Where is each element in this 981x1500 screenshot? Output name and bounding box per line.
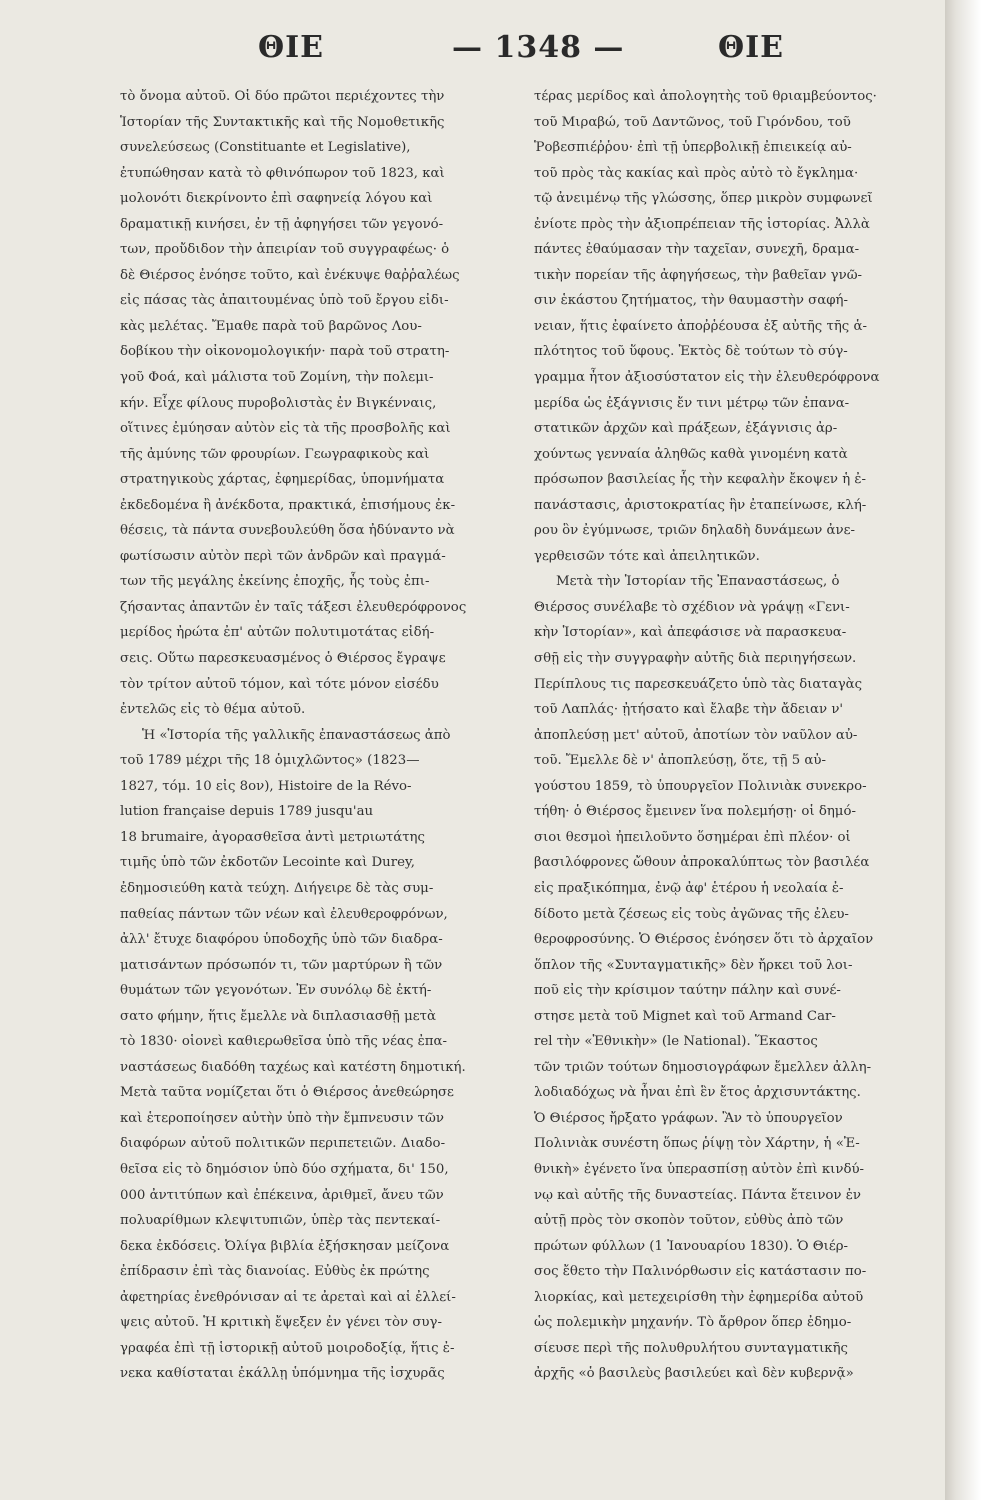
text-line: rel τὴν «Ἐθνικὴν» (le National). Ἕκαστος — [534, 1034, 818, 1050]
text-line: ψεις αὐτοῦ. Ἡ κριτικὴ ἔψεξεν ἐν γένει τὸν συγ- — [120, 1315, 442, 1331]
text-line: δεκα ἐκδόσεις. Ὀλίγα βιβλία ἐξήσκησαν μείζονα — [120, 1238, 450, 1254]
text-line: νῳ καὶ αὐτῆς τῆς δυναστείας. Πάντα ἔτεινον ἐν — [534, 1187, 861, 1203]
left-text-column — [120, 84, 522, 1387]
text-line: πρώτων φύλλων (1 Ἰανουαρίου 1830). Ὁ Θιέρ- — [534, 1238, 849, 1254]
text-line: ἐκδεδομένα ἢ ἀνέκδοτα, πρακτικά, ἐπισήμους ἐκ- — [120, 497, 456, 513]
text-line: Ἡ «Ἱστορία τῆς γαλλικῆς ἐπαναστάσεως ἀπὸ — [142, 727, 451, 743]
text-line: Ἱστορίαν τῆς Συντακτικῆς καὶ τῆς Νομοθετικῆς — [120, 114, 445, 130]
text-line: λοδιαδόχως νὰ ἦναι ἐπὶ ἓν ἔτος ἀρχισυντάκτης. — [534, 1085, 861, 1101]
text-line: 000 ἀντιτύπων καὶ ἐπέκεινα, ἀριθμεῖ, ἄνευ τῶν — [120, 1187, 444, 1203]
text-line: ὡς πολεμικὴν μηχανήν. Τὸ ἄρθρον ὅπερ ἐδημο- — [534, 1315, 852, 1331]
text-line: Ὁ Θιέρσος ἤρξατο γράφων. Ἂν τὸ ὑπουργεῖον — [534, 1110, 843, 1126]
text-line: σθῇ εἰς τὴν συγγραφὴν αὐτῆς διὰ περιηγήσεων. — [534, 651, 857, 667]
text-line: των τῆς μεγάλης ἐκείνης ἐποχῆς, ἧς τοὺς ἐπι- — [120, 574, 430, 590]
text-line: ἐδημοσιεύθη κατὰ τεύχη. Διήγειρε δὲ τὰς συμ- — [120, 880, 434, 896]
text-line: δοβίκου τὴν οἰκονομολογικήν· παρὰ τοῦ στρατη- — [120, 344, 450, 360]
text-line: ἐτυπώθησαν κατὰ τὸ φθινόπωρον τοῦ 1823, καὶ — [120, 165, 445, 181]
text-line: Θιέρσος συνέλαβε τὸ σχέδιον νὰ γράψῃ «Γενι- — [534, 599, 850, 615]
text-line: τοῦ Μιραβώ, τοῦ Δαντῶνος, τοῦ Γιρόνδου, τοῦ — [534, 114, 851, 130]
text-line: πρόσωπον βασιλείας ἧς τὴν κεφαλὴν ἔκοψεν ἡ ἐ- — [534, 472, 867, 488]
text-line: ἀποπλεύσῃ μετ' αὐτοῦ, ἀποτίων τὸν ναῦλον αὐ- — [534, 727, 858, 743]
text-line: τῶν τριῶν τούτων δημοσιογράφων ἔμελλεν ἀλλη- — [534, 1059, 872, 1075]
text-line: γραμμα ἦτον ἀξιοσύστατον εἰς τὴν ἐλευθερόφρονα — [534, 370, 880, 386]
text-line: ποῦ εἰς τὴν κρίσιμον ταύτην πάλην καὶ συνέ- — [534, 983, 841, 999]
text-line: οἵτινες ἐμύησαν αὐτὸν εἰς τὰ τῆς προσβολῆς καὶ — [120, 421, 451, 437]
text-line: κήν. Εἶχε φίλους πυροβολιστὰς ἐν Βιγκένναις, — [120, 395, 437, 411]
text-line: γερθεισῶν τότε καὶ ἀπειλητικῶν. — [534, 548, 760, 564]
text-line: κὰς μελέτας. Ἔμαθε παρὰ τοῦ βαρῶνος Λου- — [120, 318, 422, 334]
text-line: πολυαρίθμων κλεψιτυπιῶν, ὑπὲρ τὰς πεντεκαί- — [120, 1213, 441, 1229]
text-line: εἰς πάσας τὰς ἀπαιτουμένας ὑπὸ τοῦ ἔργου εἰδι- — [120, 293, 449, 309]
text-line: ἐντελῶς εἰς τὸ θέμα αὐτοῦ. — [120, 702, 306, 718]
header-right-keyword: ΘΙΕ — [718, 30, 785, 65]
text-line: μολονότι διεκρίνοντο ἐπὶ σαφηνείᾳ λόγου καὶ — [120, 191, 433, 207]
text-line: σιν ἑκάστου ζητήματος, τὴν θαυμαστὴν σαφή- — [534, 293, 849, 309]
text-line: στρατηγικοὺς χάρτας, ἐφημερίδας, ὑπομνήματα — [120, 472, 445, 488]
text-line: των, προὔδιδον τὴν ἀπειρίαν τοῦ συγγραφέως· ὁ — [120, 242, 450, 258]
header-left-keyword: ΘΙΕ — [258, 30, 325, 65]
text-line: lution française depuis 1789 jusqu'au — [120, 804, 374, 820]
text-line: ἀρχῆς «ὁ βασιλεὺς βασιλεύει καὶ δὲν κυβερνᾷ» — [534, 1366, 854, 1382]
text-line: 1827, τόμ. 10 εἰς 8ον), Histoire de la Révo- — [120, 778, 412, 794]
text-line: πανάστασις, ἀριστοκρατίας ἣν ἐταπείνωσε, κλή- — [534, 497, 867, 513]
text-line: ματισάντων πρόσωπόν τι, τῶν μαρτύρων ἢ τῶν — [120, 957, 443, 973]
text-line: νειαν, ἥτις ἐφαίνετο ἀποῤῥέουσα ἐξ αὐτῆς τῆς ἁ- — [534, 318, 867, 334]
text-line: Πολινιὰκ συνέστη ὅπως ῥίψῃ τὸν Χάρτην, ἡ «Ἐ- — [534, 1136, 860, 1152]
text-line: ἀλλ' ἔτυχε διαφόρου ὑποδοχῆς ὑπὸ τῶν διαδρα- — [120, 932, 443, 948]
text-line: στατικῶν ἀρχῶν καὶ πράξεων, ἐξάγνισις ἀρ- — [534, 421, 838, 437]
text-line: σατο φήμην, ἥτις ἔμελλε νὰ διπλασιασθῇ μετὰ — [120, 1008, 436, 1024]
text-line: διαφόρων αὐτοῦ πολιτικῶν περιπετειῶν. Διαδο- — [120, 1136, 446, 1152]
text-line: παθείας πάντων τῶν νέων καὶ ἐλευθεροφρόνων, — [120, 906, 448, 922]
text-line: φωτίσωσιν αὐτὸν περὶ τῶν ἀνδρῶν καὶ πραγμά- — [120, 548, 446, 564]
text-line: γοῦ Φοά, καὶ μάλιστα τοῦ Ζομίνη, τὴν πολεμι- — [120, 370, 434, 386]
text-line: γραφέα ἐπὶ τῇ ἱστορικῇ αὐτοῦ μοιροδοξίᾳ, ἥτις ἐ- — [120, 1340, 455, 1356]
text-line: μερίδα ὡς ἐξάγνισις ἔν τινι μέτρῳ τῶν ἐπανα- — [534, 395, 850, 411]
text-line: τοῦ πρὸς τὰς κακίας καὶ πρὸς αὐτὸ τὸ ἔγκλημα· — [534, 165, 859, 181]
text-line: χούντως γενναία ἀληθῶς καθὰ γινομένη κατὰ — [534, 446, 848, 462]
text-line: ρου ὃν ἐγύμνωσε, τριῶν δηλαδὴ δυνάμεων ἀνε- — [534, 523, 855, 539]
text-line: θεροφροσύνης. Ὁ Θιέρσος ἐνόησεν ὅτι τὸ ἀρχαῖον — [534, 932, 874, 948]
text-line: Ῥοβεσπιέῤῥου· ἐπὶ τῇ ὑπερβολικῇ ἐπιεικείᾳ αὐ- — [534, 140, 852, 156]
text-line: τιμῆς ὑπὸ τῶν ἐκδοτῶν Lecointe καὶ Durey, — [120, 855, 415, 871]
text-line: σιοι θεσμοὶ ἠπειλοῦντο ὅσημέραι ἐπὶ πλέον· οἱ — [534, 829, 851, 845]
text-line: θεῖσα εἰς τὸ δημόσιον ὑπὸ δύο σχήματα, δι' 150, — [120, 1161, 449, 1177]
text-line: δὲ Θιέρσος ἐνόησε τοῦτο, καὶ ἐνέκυψε θαῤῥαλέως — [120, 267, 460, 283]
text-line: πάντες ἐθαύμασαν τὴν ταχεῖαν, συνεχῆ, δραμα- — [534, 242, 860, 258]
text-line: τῆς ἀμύνης τῶν φρουρίων. Γεωγραφικοὺς καὶ — [120, 446, 430, 462]
text-line: 18 brumaire, ἀγορασθεῖσα ἀντὶ μετριωτάτης — [120, 829, 425, 845]
text-line: πλότητος τοῦ ὕφους. Ἐκτὸς δὲ τούτων τὸ σύγ- — [534, 344, 848, 360]
text-line: τοῦ 1789 μέχρι τῆς 18 ὁμιχλῶντος» (1823— — [120, 753, 420, 769]
text-line: τὸν τρίτον αὐτοῦ τόμον, καὶ τότε μόνον εἰσέδυ — [120, 676, 439, 692]
page-header — [0, 30, 945, 80]
text-line: καὶ ἑτεροποίησεν αὐτὴν ὑπὸ τὴν ἔμπνευσιν τῶν — [120, 1110, 444, 1126]
text-line: γούστου 1859, τὸ ὑπουργεῖον Πολινιὰκ συνεκρο- — [534, 778, 867, 794]
book-spine-margin — [945, 0, 981, 1500]
text-line: ὅπλον τῆς «Συνταγματικῆς» δὲν ἤρκει τοῦ λοι- — [534, 957, 853, 973]
text-line: τὸ ὄνομα αὐτοῦ. Οἱ δύο πρῶτοι περιέχοντες τὴν — [120, 89, 445, 104]
text-line: σίευσε περὶ τῆς πολυθρυλήτου συνταγματικῆς — [534, 1340, 849, 1356]
text-line: τοῦ. Ἔμελλε δὲ ν' ἀποπλεύσῃ, ὅτε, τῇ 5 αὐ- — [534, 753, 826, 769]
text-line: ἀφετηρίας ἐνεθρόνισαν αἱ τε ἀρεταὶ καὶ αἱ ἐλλεί- — [120, 1289, 456, 1305]
text-line: βασιλόφρονες ὤθουν ἀπροκαλύπτως τὸν βασιλέα — [534, 855, 870, 871]
text-line: ζήσαντας ἀπαντῶν ἐν ταῖς τάξεσι ἐλευθερόφρονος — [120, 599, 467, 615]
text-line: Μετὰ τὴν Ἱστορίαν τῆς Ἐπαναστάσεως, ὁ — [556, 574, 840, 590]
text-line: σος ἔθετο τὴν Παλινόρθωσιν εἰς κατάστασιν πο- — [534, 1264, 867, 1280]
text-line: μερίδος ἠρώτα ἐπ' αὐτῶν πολυτιμοτάτας εἰδή- — [120, 625, 435, 641]
text-line: νεκα καθίσταται ἐκάλλῃ ὑπόμνημα τῆς ἰσχυρᾶς — [120, 1366, 445, 1382]
text-line: ναστάσεως διαδόθη ταχέως καὶ κατέστη δημοτική. — [120, 1059, 466, 1075]
text-line: συνελεύσεως (Constituante et Legislative), — [120, 140, 411, 156]
text-line: τικὴν πορείαν τῆς ἀφηγήσεως, τὴν βαθεῖαν γνῶ- — [534, 267, 863, 283]
text-line: τὸ 1830· οἱονεὶ καθιερωθεῖσα ὑπὸ τῆς νέας ἐπα- — [120, 1034, 447, 1050]
text-line: θυμάτων τῶν γεγονότων. Ἐν συνόλῳ δὲ ἐκτή- — [120, 983, 432, 999]
text-line: Περίπλους τις παρεσκευάζετο ὑπὸ τὰς διαταγὰς — [534, 676, 863, 692]
text-line: εἰς πραξικόπημα, ἐνῷ ἀφ' ἑτέρου ἡ νεολαία ἐ- — [534, 880, 844, 896]
text-line: Μετὰ ταῦτα νομίζεται ὅτι ὁ Θιέρσος ἀνεθεώρησε — [120, 1085, 454, 1101]
text-line: λιορκίας, καὶ μετεχειρίσθη τὴν ἐφημερίδα αὐτοῦ — [534, 1289, 864, 1305]
text-line: τέρας μερίδος καὶ ἀπολογητὴς τοῦ θριαμβεύοντος· — [534, 89, 877, 104]
text-line: κὴν Ἱστορίαν», καὶ ἀπεφάσισε νὰ παρασκευα- — [534, 625, 847, 641]
text-line: τοῦ Λαπλάς· ᾐτήσατο καὶ ἔλαβε τὴν ἄδειαν ν' — [534, 702, 844, 718]
text-line: θνικὴ» ἐγένετο ἵνα ὑπερασπίσῃ αὐτὸν ἐπὶ κινδύ- — [534, 1161, 865, 1177]
text-line: θέσεις, τὰ πάντα συνεβουλεύθη ὅσα ἠδύναντο νὰ — [120, 523, 455, 539]
text-line: τῷ ἀνειμένῳ τῆς γλώσσης, ὅπερ μικρὸν συμφωνεῖ — [534, 191, 873, 207]
right-text-column — [534, 84, 938, 1387]
text-line: αὐτῇ πρὸς τὸν σκοπὸν τοῦτον, εὐθὺς ἀπὸ τῶν — [534, 1213, 844, 1229]
text-line: ἐνίοτε πρὸς τὴν ἀξιοπρέπειαν τῆς ἱστορίας. Ἀλλὰ — [534, 216, 870, 232]
text-line: σεις. Οὕτω παρεσκευασμένος ὁ Θιέρσος ἔγραψε — [120, 651, 446, 667]
page-number: — 1348 — — [452, 30, 625, 65]
text-line: τήθη· ὁ Θιέρσος ἔμεινεν ἵνα πολεμήσῃ· οἱ δημό- — [534, 804, 856, 820]
text-line: ἐπίδρασιν ἐπὶ τὰς διανοίας. Εὐθὺς ἐκ πρώτης — [120, 1264, 430, 1280]
text-line: στησε μετὰ τοῦ Mignet καὶ τοῦ Armand Car- — [534, 1008, 836, 1024]
text-line: δραματικῇ κινήσει, ἐν τῇ ἀφηγήσει τῶν γεγονό- — [120, 216, 444, 232]
text-line: δίδοτο μετὰ ζέσεως εἰς τοὺς ἀγῶνας τῆς ἐλευ- — [534, 906, 849, 922]
